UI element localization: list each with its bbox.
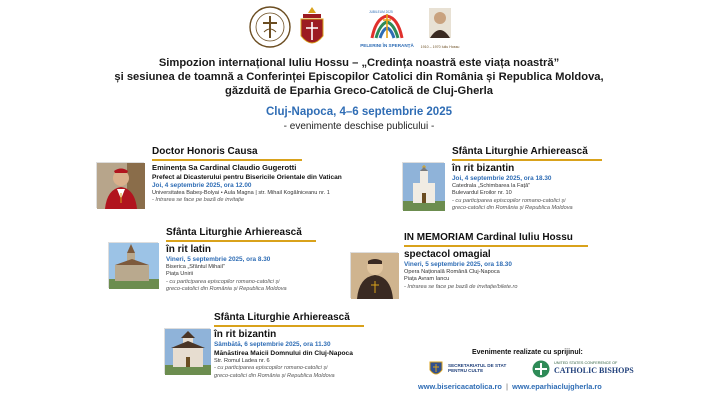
sponsor1-line2: PENTRU CULTE [448,368,484,374]
event-place-dates: Cluj-Napoca, 4–6 septembrie 2025 [266,106,452,118]
doctor-location: Universitatea Babeș-Bolyai • Aula Magna | str. Mihail Kogălniceanu nr. 1 [152,190,330,196]
doctor-lead: Eminența Sa Cardinal Claudio Gugerotti [152,163,297,172]
liturgy-byz1-note2: greco-catolici din România și Republica Moldova [452,205,573,212]
liturgy-byz2-divider [214,325,364,327]
website-links [418,382,718,391]
liturgy-byz1-note1: - cu participarea episcopilor romano-catolici și [452,197,566,204]
doctor-role: Prefect al Dicasterului pentru Bisericile Orientale din Vatican [152,174,342,181]
doctor-heading: Doctor Honoris Causa [152,146,258,157]
iuliu-hossu-sepia-photo [350,252,398,298]
romania-crest-icon [428,360,444,378]
logo-strip [0,6,718,52]
monastery-photo [164,328,210,374]
memoriam-heading: IN MEMORIAM Cardinal Iuliu Hossu [404,232,573,243]
title-line-1: Simpozion internațional Iuliu Hossu – „Credința noastră este viața noastră” [158,57,560,69]
public-events-note: - evenimente deschise publicului - [283,121,435,132]
episcopal-seal-logo [249,6,291,48]
cardinal-photo [96,162,144,208]
usccb-cross-icon [532,360,550,378]
liturgy-byz1-heading: Sfânta Liturghie Arhierească [452,146,588,157]
liturgy-byz2-location: Str. Romul Ladea nr. 6 [214,358,270,364]
sponsor2-line2: CATHOLIC BISHOPS [554,366,634,376]
memoriam-divider [404,245,588,247]
cathedral-photo [402,162,444,210]
liturgy-byz1-location2: Bulevardul Eroilor nr. 10 [452,190,512,197]
title-line-3: găzduită de Eparhia Greco-Catolică de Cluj-Gherla [225,85,493,97]
memoriam-date: Vineri, 5 septembrie 2025, ora 18.30 [404,261,512,268]
memoriam-note: - Intrarea se face pe bază de invitație/bilete.ro [404,283,518,290]
symposium-title [0,56,718,98]
liturgy-latin-divider [166,240,316,242]
coat-of-arms-logo [297,6,327,52]
event-in-memoriam [404,232,634,291]
liturgy-byz2-note1: - cu participarea episcopilor romano-catolici și [214,365,328,372]
memoriam-location1: Opera Națională Română Cluj-Napoca [404,269,500,275]
liturgy-byz1-location1: Catedrala „Schimbarea la Față” [452,183,531,189]
liturgy-latin-location1: Biserica „Sfântul Mihail” [166,264,225,270]
svg-text:1910 – 1970 Iuliu Hossu: 1910 – 1970 Iuliu Hossu [420,45,460,49]
support-title: Evenimente realizate cu sprijinul: [472,349,583,356]
doctor-date: Joi, 4 septembrie 2025, ora 12.00 [152,182,252,189]
liturgy-byz1-sub: în rit bizantin [452,163,515,174]
svg-text:PELERINI ÎN SPERANȚĂ: PELERINI ÎN SPERANȚĂ [360,43,414,48]
sponsor-secretariat [428,359,528,379]
liturgy-byz2-sub: în rit bizantin [214,329,277,340]
sponsor1-line1: SECRETARIATUL DE STAT [448,363,507,368]
event-liturgy-latin [166,227,366,294]
liturgy-latin-note1: - cu participarea episcopilor romano-catolici și [166,278,280,285]
liturgy-byz1-date: Joi, 4 septembrie 2025, ora 18.30 [452,175,552,182]
iuliu-hossu-portrait-logo [420,6,460,52]
liturgy-byz2-heading: Sfânta Liturghie Arhierească [214,312,350,323]
event-liturgy-byzantine-thursday [452,146,714,213]
doctor-divider [152,159,302,161]
liturgy-byz2-lead: Mănăstirea Maicii Domnului din Cluj-Napoca [214,350,353,357]
liturgy-latin-location2: Piața Unirii [166,271,194,278]
memoriam-location2: Piața Avram Iancu [404,276,450,283]
liturgy-byz1-divider [452,159,602,161]
link-biserica-catolica[interactable]: www.bisericacatolica.ro [418,382,502,391]
link-eparhia-cluj-gherla[interactable]: www.eparhiaclujgherla.ro [512,382,602,391]
st-michael-church-photo [108,242,158,288]
sponsor2-line1: UNITED STATES CONFERENCE OF [554,361,618,365]
memoriam-sub: spectacol omagial [404,249,491,260]
liturgy-byz2-note2: greco-catolici din România și Republica Moldova [214,372,335,379]
link-separator: | [506,382,509,391]
doctor-note: - Intrarea se face pe bază de invitație [152,197,245,204]
sponsor-usccb [532,358,682,380]
liturgy-byz2-date: Sâmbătă, 6 septembrie 2025, ora 11.30 [214,341,331,348]
svg-text:JUBILEUM 2025: JUBILEUM 2025 [369,10,393,14]
jubilee-pilgrims-logo [360,8,414,50]
title-line-2: și sesiunea de toamnă a Conferinței Episcopilor Catolici din România și Republica Moldova, [114,71,604,83]
liturgy-latin-note2: greco-catolici din România și Republica Moldova [166,286,287,293]
liturgy-latin-heading: Sfânta Liturghie Arhierească [166,227,302,238]
event-doctor-honoris-causa [152,146,388,205]
liturgy-latin-sub: în rit latin [166,244,211,255]
event-liturgy-byzantine-saturday [214,312,384,380]
liturgy-latin-date: Vineri, 5 septembrie 2025, ora 8.30 [166,256,271,263]
